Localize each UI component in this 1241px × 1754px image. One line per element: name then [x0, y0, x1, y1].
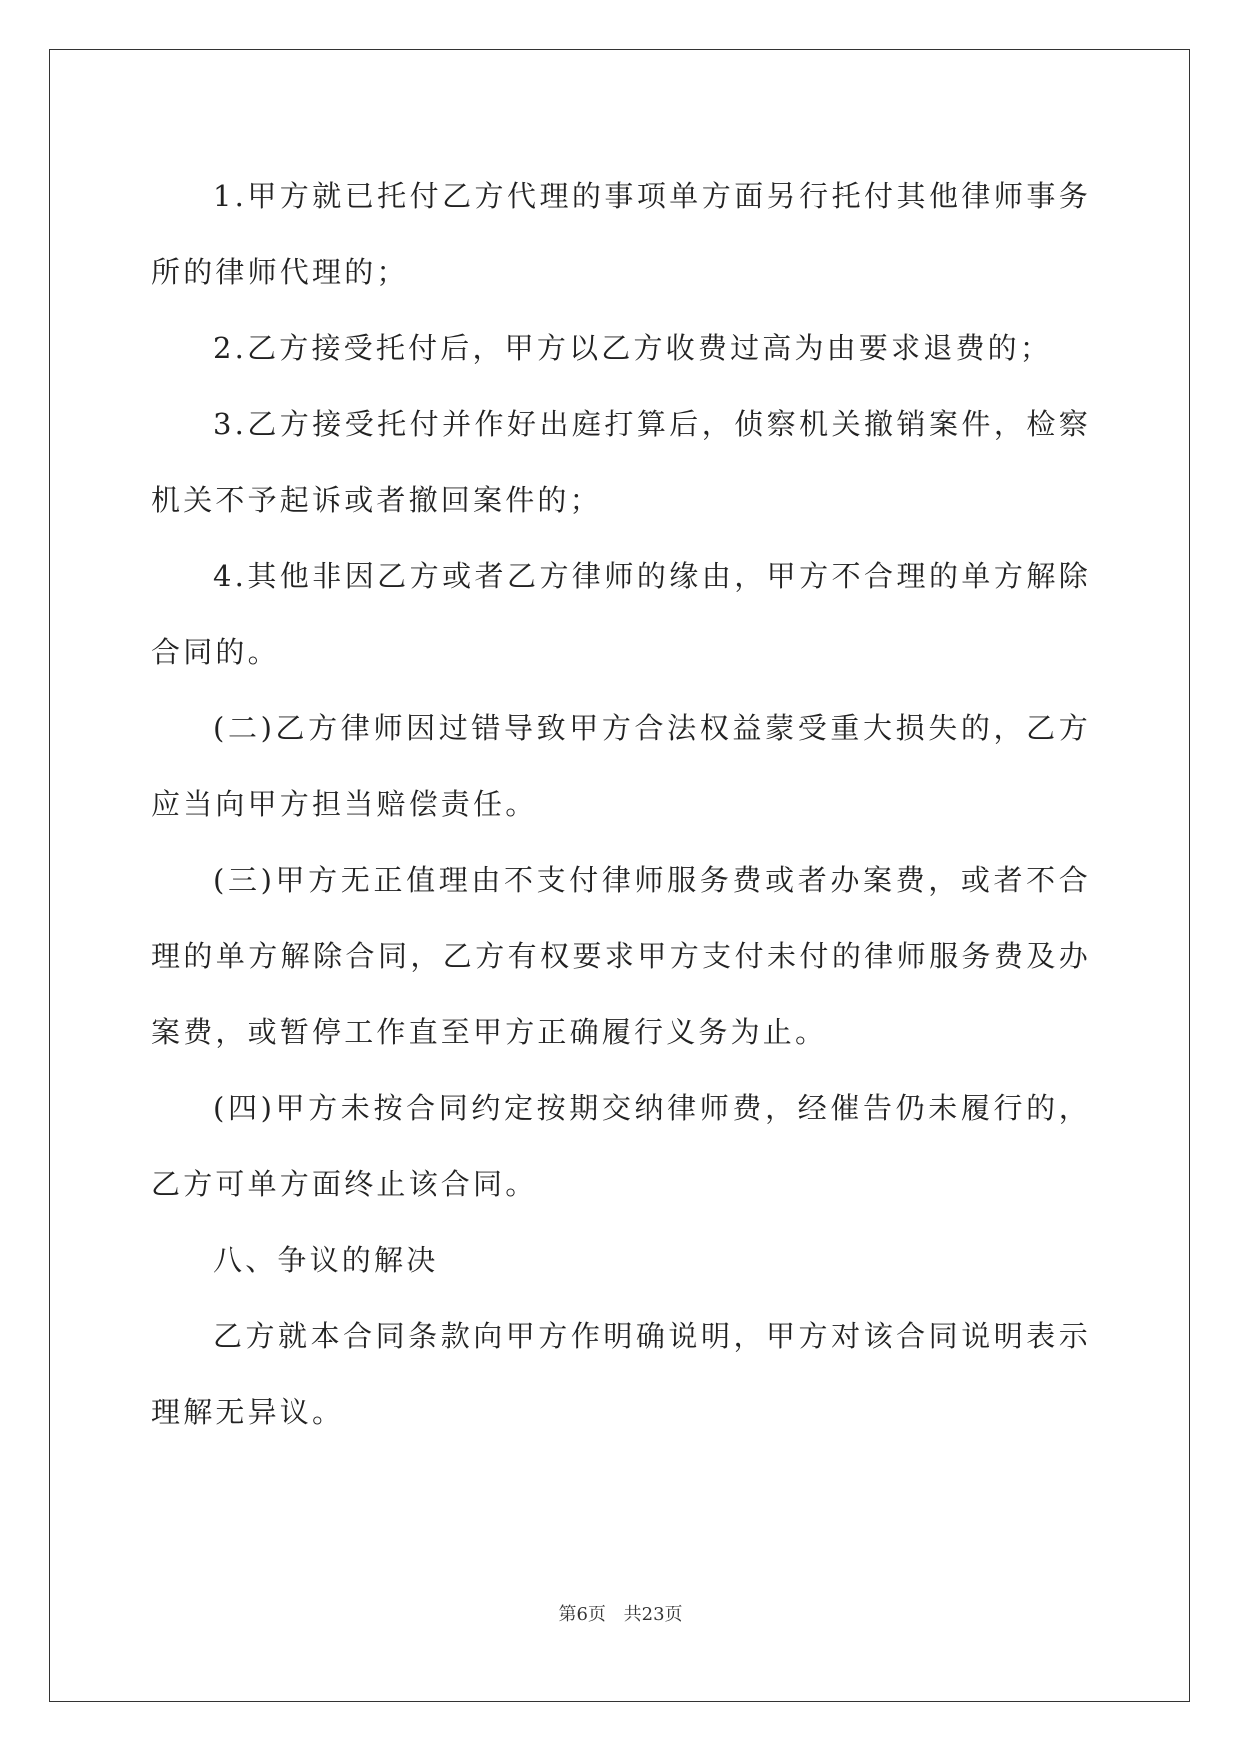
- section-heading-dispute: 八、争议的解决: [213, 1243, 439, 1277]
- paragraph-9: 乙方就本合同条款向甲方作明确说明，甲方对该合同说明表示理解无异议。: [151, 1319, 1091, 1429]
- paragraph-6: (三)甲方无正值理由不支付律师服务费或者办案费，或者不合理的单方解除合同，乙方有权要求甲方支付未付的律师服务费及办案费，或暂停工作直至甲方正确履行义务为止。: [151, 863, 1091, 1049]
- page-footer: [0, 1600, 1241, 1626]
- document-body: [151, 158, 1091, 1450]
- paragraph-1: 1.甲方就已托付乙方代理的事项单方面另行托付其他律师事务所的律师代理的；: [151, 179, 1091, 289]
- paragraph-3: 3.乙方接受托付并作好出庭打算后，侦察机关撤销案件，检察机关不予起诉或者撤回案件的；: [151, 407, 1091, 517]
- paragraph-7: (四)甲方未按合同约定按期交纳律师费，经催告仍未履行的，乙方可单方面终止该合同。: [151, 1091, 1091, 1201]
- paragraph-2: 2.乙方接受托付后，甲方以乙方收费过高为由要求退费的；: [213, 331, 1053, 365]
- current-page-label: 第6页: [558, 1604, 606, 1625]
- paragraph-4: 4.其他非因乙方或者乙方律师的缘由，甲方不合理的单方解除合同的。: [151, 559, 1091, 669]
- paragraph-5: (二)乙方律师因过错导致甲方合法权益蒙受重大损失的，乙方应当向甲方担当赔偿责任。: [151, 711, 1091, 821]
- total-pages-label: 共23页: [623, 1604, 683, 1625]
